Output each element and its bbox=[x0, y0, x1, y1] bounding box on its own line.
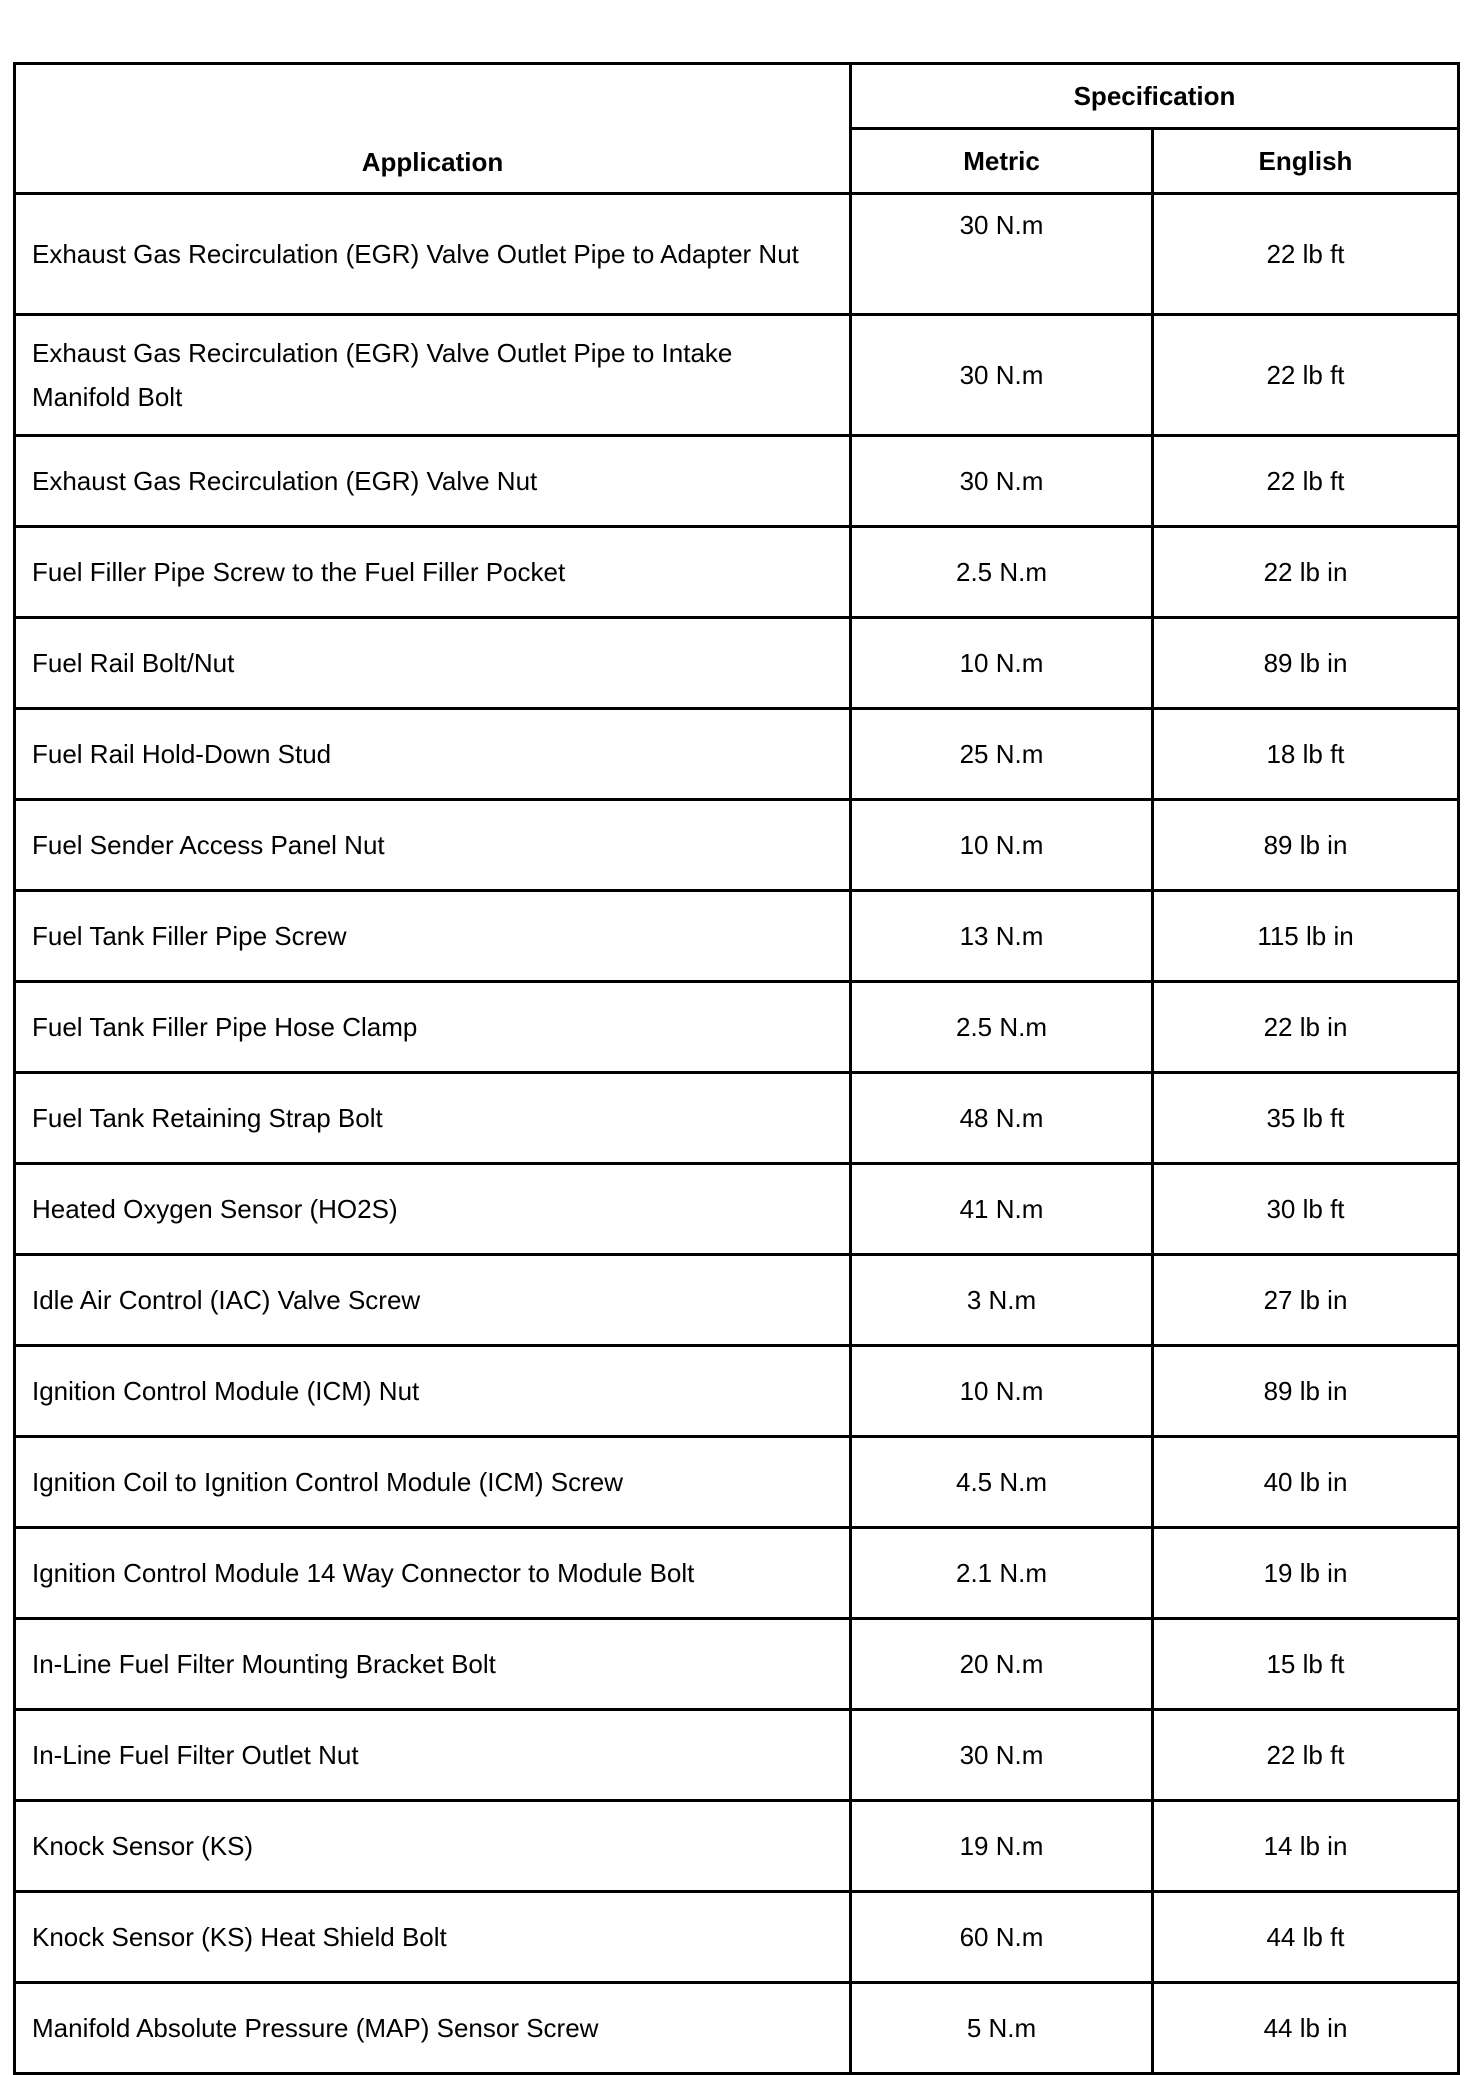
cell-application: Fuel Tank Filler Pipe Hose Clamp bbox=[15, 982, 851, 1073]
cell-metric: 48 N.m bbox=[851, 1073, 1153, 1164]
cell-application: Exhaust Gas Recirculation (EGR) Valve Outlet Pipe to Adapter Nut bbox=[15, 194, 851, 315]
cell-application: Fuel Filler Pipe Screw to the Fuel Filler Pocket bbox=[15, 527, 851, 618]
cell-application: Manifold Absolute Pressure (MAP) Sensor Screw bbox=[15, 1983, 851, 2074]
cell-metric: 60 N.m bbox=[851, 1892, 1153, 1983]
table-row bbox=[15, 1983, 1459, 2074]
cell-english: 22 lb ft bbox=[1153, 1710, 1459, 1801]
cell-metric: 3 N.m bbox=[851, 1255, 1153, 1346]
cell-metric: 5 N.m bbox=[851, 1983, 1153, 2074]
table-row bbox=[15, 1801, 1459, 1892]
table-row bbox=[15, 709, 1459, 800]
cell-english: 19 lb in bbox=[1153, 1528, 1459, 1619]
table-row bbox=[15, 891, 1459, 982]
cell-metric: 30 N.m bbox=[851, 1710, 1153, 1801]
cell-application: Exhaust Gas Recirculation (EGR) Valve Nut bbox=[15, 436, 851, 527]
cell-application: Ignition Coil to Ignition Control Module (ICM) Screw bbox=[15, 1437, 851, 1528]
cell-metric: 10 N.m bbox=[851, 618, 1153, 709]
cell-english: 40 lb in bbox=[1153, 1437, 1459, 1528]
cell-metric: 30 N.m bbox=[851, 194, 1153, 315]
table-row bbox=[15, 436, 1459, 527]
cell-metric: 10 N.m bbox=[851, 1346, 1153, 1437]
cell-english: 15 lb ft bbox=[1153, 1619, 1459, 1710]
table-row bbox=[15, 1346, 1459, 1437]
cell-application: Fuel Tank Filler Pipe Screw bbox=[15, 891, 851, 982]
cell-metric: 10 N.m bbox=[851, 800, 1153, 891]
table-row bbox=[15, 1255, 1459, 1346]
cell-application: In-Line Fuel Filter Outlet Nut bbox=[15, 1710, 851, 1801]
cell-application: Fuel Sender Access Panel Nut bbox=[15, 800, 851, 891]
cell-english: 22 lb in bbox=[1153, 982, 1459, 1073]
cell-metric: 20 N.m bbox=[851, 1619, 1153, 1710]
table-row bbox=[15, 1892, 1459, 1983]
cell-english: 22 lb ft bbox=[1153, 436, 1459, 527]
cell-metric: 4.5 N.m bbox=[851, 1437, 1153, 1528]
header-english: English bbox=[1153, 129, 1459, 194]
cell-application: Ignition Control Module (ICM) Nut bbox=[15, 1346, 851, 1437]
header-specification: Specification bbox=[851, 64, 1459, 129]
cell-metric: 25 N.m bbox=[851, 709, 1153, 800]
cell-english: 89 lb in bbox=[1153, 618, 1459, 709]
table-row bbox=[15, 982, 1459, 1073]
header-row-top bbox=[15, 64, 1459, 129]
specification-table bbox=[13, 62, 1460, 2075]
cell-english: 44 lb in bbox=[1153, 1983, 1459, 2074]
cell-application: Ignition Control Module 14 Way Connector to Module Bolt bbox=[15, 1528, 851, 1619]
cell-metric: 30 N.m bbox=[851, 315, 1153, 436]
cell-english: 89 lb in bbox=[1153, 800, 1459, 891]
table-row bbox=[15, 1437, 1459, 1528]
cell-metric: 41 N.m bbox=[851, 1164, 1153, 1255]
table-row bbox=[15, 618, 1459, 709]
table-row bbox=[15, 1710, 1459, 1801]
cell-english: 115 lb in bbox=[1153, 891, 1459, 982]
cell-english: 14 lb in bbox=[1153, 1801, 1459, 1892]
cell-application: Fuel Tank Retaining Strap Bolt bbox=[15, 1073, 851, 1164]
cell-metric: 30 N.m bbox=[851, 436, 1153, 527]
table-row bbox=[15, 1619, 1459, 1710]
cell-english: 44 lb ft bbox=[1153, 1892, 1459, 1983]
cell-english: 35 lb ft bbox=[1153, 1073, 1459, 1164]
cell-application: In-Line Fuel Filter Mounting Bracket Bolt bbox=[15, 1619, 851, 1710]
cell-application: Fuel Rail Bolt/Nut bbox=[15, 618, 851, 709]
cell-english: 30 lb ft bbox=[1153, 1164, 1459, 1255]
table-row bbox=[15, 1164, 1459, 1255]
cell-application: Fuel Rail Hold-Down Stud bbox=[15, 709, 851, 800]
table-row bbox=[15, 527, 1459, 618]
header-metric: Metric bbox=[851, 129, 1153, 194]
cell-english: 89 lb in bbox=[1153, 1346, 1459, 1437]
cell-english: 22 lb in bbox=[1153, 527, 1459, 618]
cell-application: Exhaust Gas Recirculation (EGR) Valve Outlet Pipe to Intake Manifold Bolt bbox=[15, 315, 851, 436]
cell-english: 22 lb ft bbox=[1153, 194, 1459, 315]
cell-english: 18 lb ft bbox=[1153, 709, 1459, 800]
header-application: Application bbox=[15, 64, 851, 194]
cell-metric: 2.5 N.m bbox=[851, 527, 1153, 618]
cell-english: 27 lb in bbox=[1153, 1255, 1459, 1346]
table-row bbox=[15, 315, 1459, 436]
cell-metric: 13 N.m bbox=[851, 891, 1153, 982]
cell-application: Knock Sensor (KS) Heat Shield Bolt bbox=[15, 1892, 851, 1983]
cell-metric: 2.5 N.m bbox=[851, 982, 1153, 1073]
cell-application: Idle Air Control (IAC) Valve Screw bbox=[15, 1255, 851, 1346]
cell-application: Knock Sensor (KS) bbox=[15, 1801, 851, 1892]
cell-application: Heated Oxygen Sensor (HO2S) bbox=[15, 1164, 851, 1255]
cell-metric: 2.1 N.m bbox=[851, 1528, 1153, 1619]
table-row bbox=[15, 1073, 1459, 1164]
table-row bbox=[15, 194, 1459, 315]
cell-english: 22 lb ft bbox=[1153, 315, 1459, 436]
table-row bbox=[15, 1528, 1459, 1619]
cell-metric: 19 N.m bbox=[851, 1801, 1153, 1892]
table-row bbox=[15, 800, 1459, 891]
